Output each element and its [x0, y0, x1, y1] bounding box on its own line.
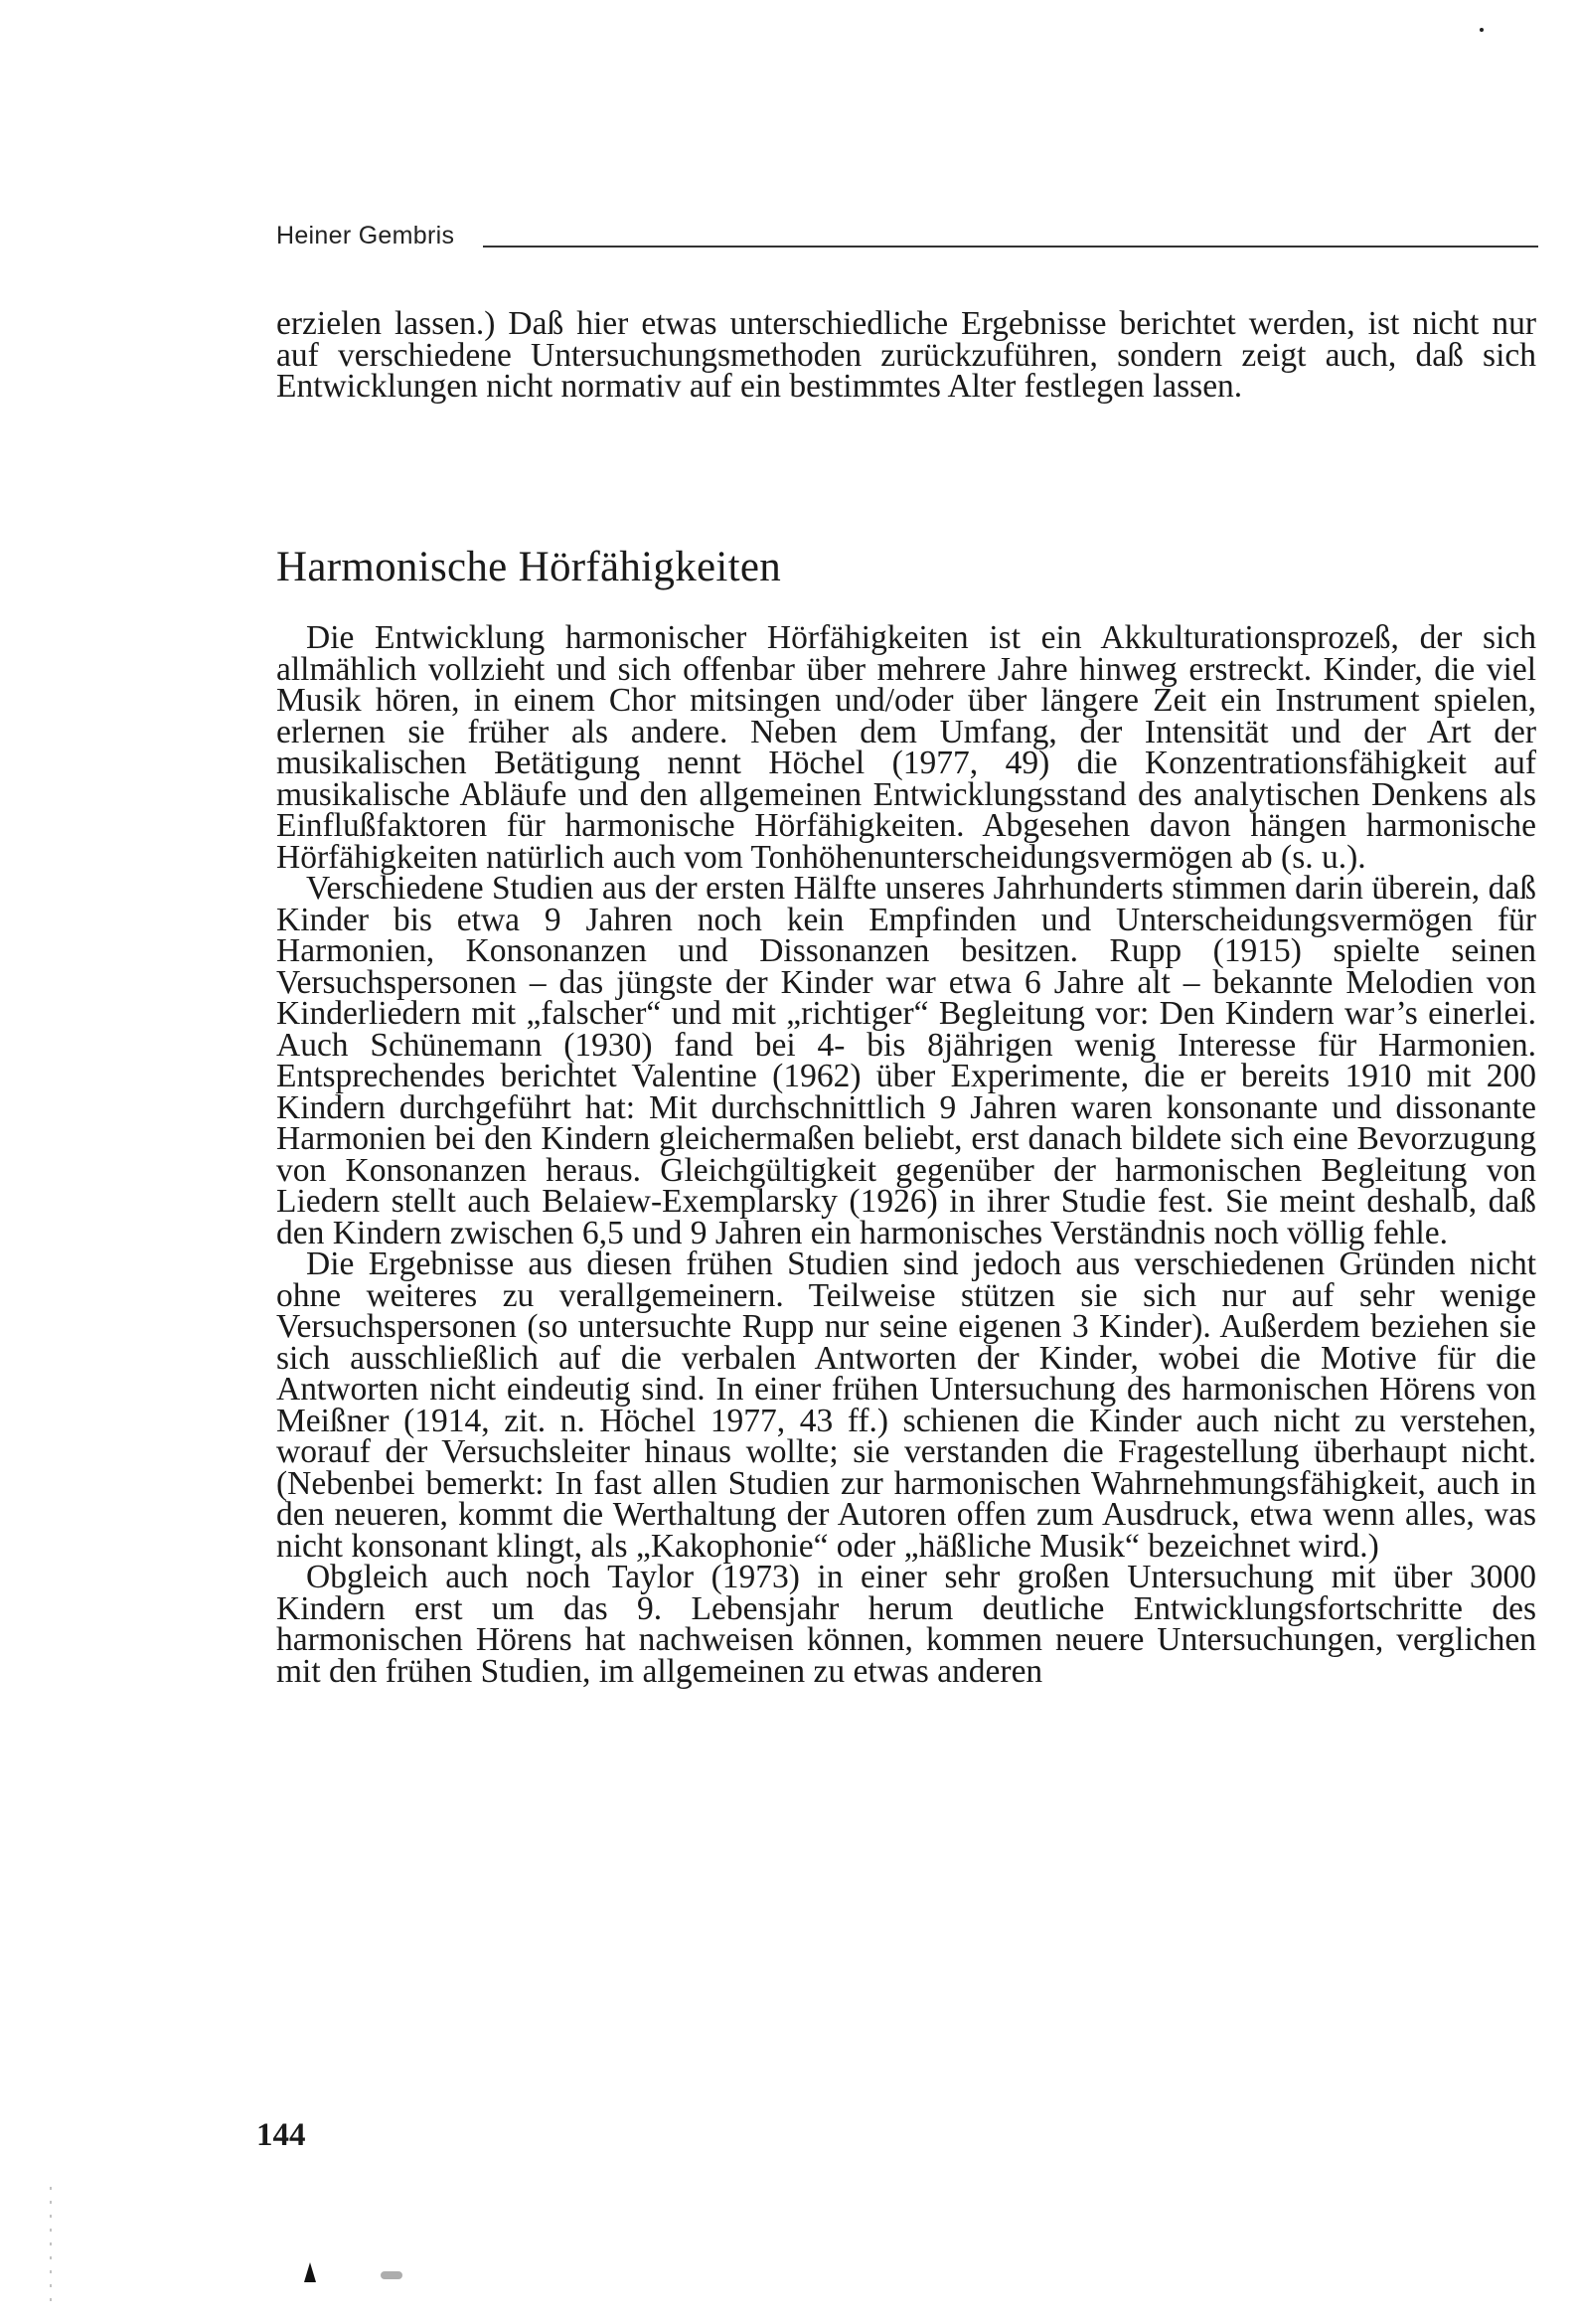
body-paragraph-1: Die Entwicklung harmonischer Hörfähigkeiten ist ein Akkulturationsprozeß, der sich allmählich vollzieht und sich offenbar über mehrere Jahre hinweg erstreckt. Kinder, die viel Musik hören, in einem Chor mitsingen und/oder über längere Zeit ein Instrument spielen, erlernen sie früher als andere. Neben dem Umfang, der Intensität und der Art der musikalischen Betätigung nennt Höchel (1977, 49) die Konzentrationsfähigkeit auf musikalische Abläufe und den allgemeinen Entwicklungsstand des analytischen Denkens als Einflußfaktoren für harmonische Hörfähigkeiten. Abgesehen davon hängen harmonische Hörfähigkeiten natürlich auch vom Tonhöhenunterscheidungsvermögen ab (s. u.).	[276, 619, 1536, 876]
intro-paragraph: erzielen lassen.) Daß hier etwas unterschiedliche Ergebnisse berichtet werden, ist nicht nur auf verschiedene Untersuchungsmethoden zurückzuführen, sondern zeigt auch, daß sich Entwicklungen nicht normativ auf ein bestimmtes Alter festlegen lassen.	[276, 305, 1536, 405]
scan-edge-marks	[50, 2187, 52, 2306]
page-number: 144	[256, 2117, 306, 2153]
section-heading: Harmonische Hörfähigkeiten	[276, 544, 782, 590]
intro-text-block	[276, 305, 1536, 405]
body-paragraph-2: Verschiedene Studien aus der ersten Hälfte unseres Jahrhunderts stimmen darin überein, daß Kinder bis etwa 9 Jahren noch kein Empfinden und Unterscheidungsvermögen für Harmonien, Konsonanzen und Dissonanzen besitzen. Rupp (1915) spielte seinen Versuchspersonen – das jüngste der Kinder war etwa 6 Jahre alt – bekannte Melodien von Kinderliedern mit „falscher“ und mit „richtiger“ Begleitung vor: Den Kindern war’s einerlei. Auch Schünemann (1930) fand bei 4- bis 8jährigen wenig Interesse für Harmonien. Entsprechendes berichtet Valentine (1962) über Experimente, die er bereits 1910 mit 200 Kindern durchgeführt hat: Mit durchschnittlich 9 Jahren waren konsonante und dissonante Harmonien bei den Kindern gleichermaßen beliebt, erst danach bildete sich eine Bevorzugung von Konsonanzen heraus. Gleichgültigkeit gegenüber der harmonischen Begleitung von Liedern stellt auch Belaiew-Exemplarsky (1926) in ihrer Studie fest. Sie meint deshalb, daß den Kindern zwischen 6,5 und 9 Jahren ein harmonisches Verständnis noch völlig fehle.	[276, 870, 1536, 1251]
scan-smudge	[381, 2271, 402, 2279]
running-head-author: Heiner Gembris	[276, 222, 455, 249]
section-body	[276, 619, 1536, 1690]
body-paragraph-3: Die Ergebnisse aus diesen frühen Studien sind jedoch aus verschiedenen Gründen nicht ohne weiteres zu verallgemeinern. Teilweise stützen sie sich nur auf sehr wenige Versuchspersonen (so untersuchte Rupp nur seine eigenen 3 Kinder). Außerdem beziehen sie sich ausschließlich auf die verbalen Antworten der Kinder, wobei die Motive für die Antworten nicht eindeutig sind. In einer frühen Untersuchung des harmonischen Hörens von Meißner (1914, zit. n. Höchel 1977, 43 ff.) schienen die Kinder auch nicht zu verstehen, worauf der Versuchsleiter hinaus wollte; sie verstanden die Fragestellung überhaupt nicht. (Nebenbei bemerkt: In fast allen Studien zur harmonischen Wahrnehmungsfähigkeit, auch in den neueren, kommt die Werthaltung der Autoren offen zum Ausdruck, etwa wenn alles, was nicht konsonant klingt, als „Kakophonie“ oder „häßliche Musik“ bezeichnet wird.)	[276, 1245, 1536, 1565]
running-head-rule	[483, 246, 1538, 248]
scan-speck	[1480, 28, 1484, 32]
scan-mark-triangle	[304, 2262, 316, 2282]
body-paragraph-4: Obgleich auch noch Taylor (1973) in einer sehr großen Untersuchung mit über 3000 Kindern erst um das 9. Lebensjahr herum deutliche Entwicklungsfortschritte des harmonischen Hörens hat nachweisen können, kommen neuere Untersuchungen, verglichen mit den frühen Studien, im allgemeinen zu etwas anderen	[276, 1559, 1536, 1690]
running-head	[276, 221, 1538, 254]
